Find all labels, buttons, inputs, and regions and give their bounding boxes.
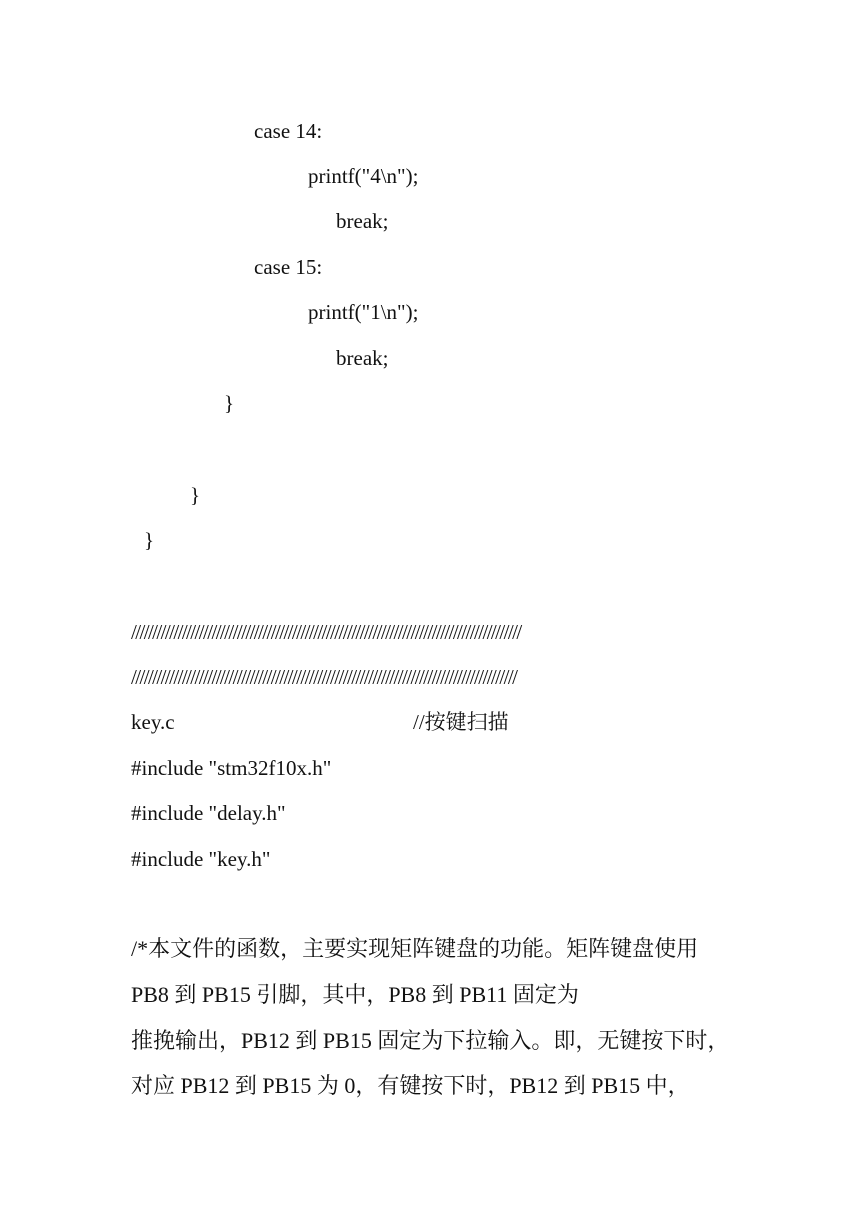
include-line: #include "key.h" [131,847,271,871]
code-printf-4: printf("4\n"); [308,164,419,188]
description-line: 推挽输出，PB12 到 PB15 固定为下拉输入。即，无键按下时， [131,1028,730,1053]
file-name: key.c [131,710,175,734]
code-break: break; [336,346,389,370]
separator-line: /////////////////////////////////////////////////////////////////////////////////////////// [131,665,517,689]
code-case-15: case 15: [254,255,323,279]
include-line: #include "delay.h" [131,801,286,825]
code-closing-brace-switch: } [224,391,235,415]
code-break: break; [336,209,389,233]
separator-line: //////////////////////////////////////////////////////////////////////////////////////////// [131,620,521,644]
description-line: PB8 到 PB15 引脚，其中，PB8 到 PB11 固定为 [131,982,579,1007]
code-case-14: case 14: [254,119,323,143]
code-printf-1: printf("1\n"); [308,300,419,324]
code-closing-brace-function: } [144,528,155,552]
description-line: /*本文件的函数，主要实现矩阵键盘的功能。矩阵键盘使用 [131,936,699,961]
include-line: #include "stm32f10x.h" [131,756,332,780]
description-line: 对应 PB12 到 PB15 为 0，有键按下时，PB12 到 PB15 中， [131,1073,690,1098]
code-closing-brace-loop: } [190,483,201,507]
file-comment: //按键扫描 [413,710,509,734]
